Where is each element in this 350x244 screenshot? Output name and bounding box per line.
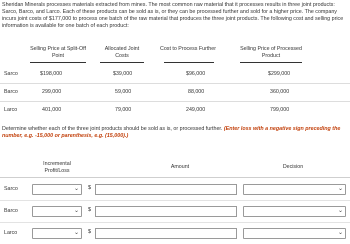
- amount-input[interactable]: [95, 206, 237, 217]
- chevron-down-icon: ⌄: [73, 230, 79, 236]
- joint-cost-value: 79,000: [115, 107, 132, 113]
- answer-row: [0, 222, 350, 244]
- header-amount: Amount: [170, 164, 190, 170]
- problem-intro: Sheridan Minerals processes materials extracted from mines. The most common raw material that it processes results in three joint products: Sarco, Barco, and Larco. Each of these products can be sold as is, or they can be processed further and sold for a higher price. The company incurs joint costs of $177,000 to process one batch of the raw material that produces the three joint products. The following cost and selling price information is available for one batch of each product:: [2, 2, 344, 29]
- process-cost-value: 88,000: [188, 89, 205, 95]
- header-split-off: Selling Price at Split-Off Point: [30, 46, 86, 59]
- product-name: Larco: [4, 107, 18, 113]
- decision-select[interactable]: [243, 228, 346, 239]
- answer-table-header: [0, 155, 350, 178]
- processed-price-value: $299,000: [268, 71, 291, 77]
- chevron-down-icon: ⌄: [73, 208, 79, 214]
- chevron-down-icon: ⌄: [337, 230, 343, 236]
- currency-symbol: $: [88, 207, 92, 213]
- header-divider: [30, 62, 86, 63]
- instructions-text: Determine whether each of the three joint products should be sold as is, or processed further.: [2, 126, 223, 132]
- amount-input[interactable]: [95, 184, 237, 195]
- currency-symbol: $: [88, 229, 92, 235]
- header-decision: Decision: [282, 164, 304, 170]
- header-incremental: Incremental Profit/Loss: [43, 161, 71, 174]
- joint-cost-value: $39,000: [113, 71, 133, 77]
- decision-select[interactable]: [243, 206, 346, 217]
- header-process-further: Cost to Process Further: [160, 46, 216, 52]
- profit-loss-select[interactable]: [32, 228, 82, 239]
- product-name: Sarco: [4, 71, 18, 77]
- joint-cost-value: 59,000: [115, 89, 132, 95]
- answer-row: [0, 178, 350, 201]
- header-divider: [100, 62, 144, 63]
- currency-symbol: $: [88, 185, 92, 191]
- product-name: Barco: [4, 89, 18, 95]
- header-divider: [164, 62, 214, 63]
- processed-price-value: 360,000: [270, 89, 290, 95]
- answer-row: [0, 200, 350, 223]
- product-name: Larco: [4, 230, 18, 236]
- header-processed-price: Selling Price of Processed Product: [240, 46, 302, 59]
- chevron-down-icon: ⌄: [337, 186, 343, 192]
- table-row: [0, 84, 350, 102]
- process-cost-value: 249,000: [186, 107, 206, 113]
- process-cost-value: $96,000: [186, 71, 206, 77]
- chevron-down-icon: ⌄: [73, 186, 79, 192]
- product-name: Sarco: [4, 186, 18, 192]
- chevron-down-icon: ⌄: [337, 208, 343, 214]
- header-joint-costs: Allocated Joint Costs: [104, 46, 140, 59]
- instructions-note: (Enter loss with a negative sign preceding the number, e.g. -15,000 or parenthesis, e.g. (15,000).): [2, 126, 341, 139]
- instructions: [2, 126, 348, 140]
- table-row: [0, 102, 350, 119]
- header-divider: [240, 62, 302, 63]
- split-off-value: 299,000: [42, 89, 62, 95]
- decision-select[interactable]: [243, 184, 346, 195]
- profit-loss-select[interactable]: [32, 206, 82, 217]
- split-off-value: $198,000: [40, 71, 63, 77]
- processed-price-value: 799,000: [270, 107, 290, 113]
- product-name: Barco: [4, 208, 18, 214]
- split-off-value: 401,000: [42, 107, 62, 113]
- amount-input[interactable]: [95, 228, 237, 239]
- table-row: [0, 66, 350, 84]
- profit-loss-select[interactable]: [32, 184, 82, 195]
